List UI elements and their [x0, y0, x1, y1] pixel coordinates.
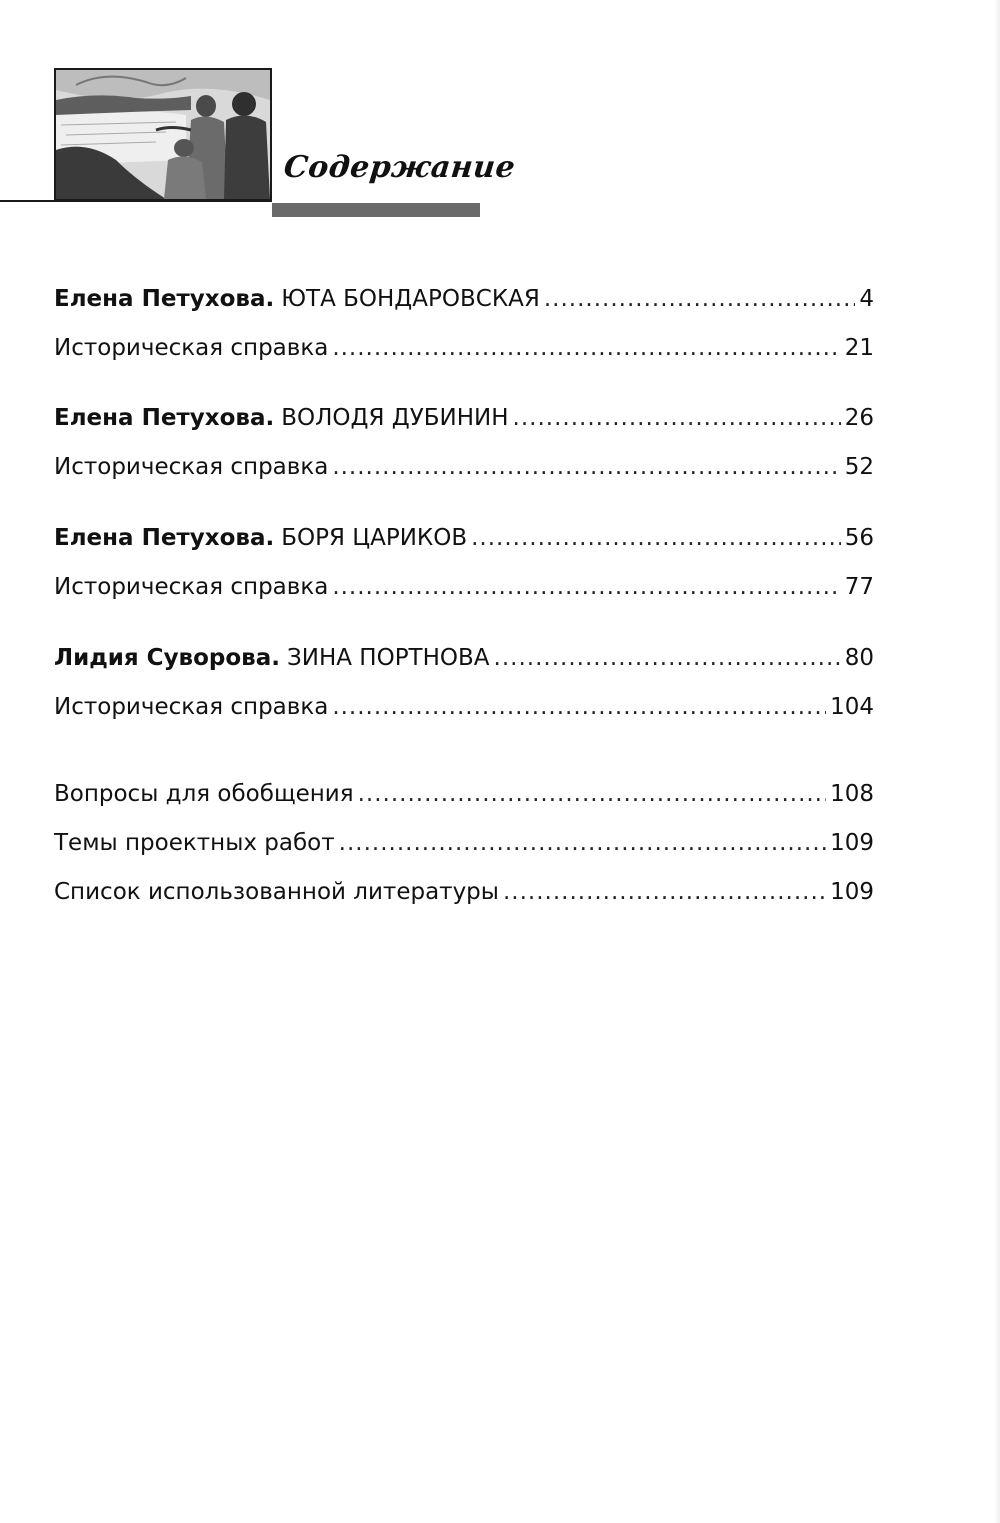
- toc-title: ЮТА БОНДАРОВСКАЯ: [281, 286, 540, 312]
- toc-page-number: 21: [844, 335, 874, 361]
- toc-title: Историческая справка: [54, 694, 329, 720]
- toc-page-number: 56: [844, 525, 874, 551]
- toc-title: ЗИНА ПОРТНОВА: [287, 645, 490, 671]
- title-underline-bar: [272, 203, 480, 217]
- toc-title: Историческая справка: [54, 454, 329, 480]
- toc-title: БОРЯ ЦАРИКОВ: [281, 525, 468, 551]
- toc-title: Вопросы для обобщения: [54, 781, 354, 807]
- toc-entry[interactable]: [54, 643, 874, 673]
- toc-leader-dots: [332, 333, 840, 363]
- toc-author: Елена Петухова.: [54, 525, 275, 551]
- toc-entry[interactable]: [54, 692, 874, 722]
- toc-page-number: 77: [844, 574, 874, 600]
- toc-page-number: 52: [844, 454, 874, 480]
- toc-author: Лидия Суворова.: [54, 645, 280, 671]
- toc-leader-dots: [503, 877, 826, 907]
- toc-title: Темы проектных работ: [54, 830, 335, 856]
- toc-leader-dots: [544, 284, 855, 314]
- toc-entry[interactable]: [54, 333, 874, 363]
- toc-author: Елена Петухова.: [54, 405, 275, 431]
- toc-title: Историческая справка: [54, 574, 329, 600]
- toc-entry[interactable]: [54, 284, 874, 314]
- toc-leader-dots: [332, 692, 826, 722]
- toc-leader-dots: [513, 403, 841, 433]
- toc-entry[interactable]: [54, 779, 874, 809]
- toc-page-number: 104: [830, 694, 874, 720]
- toc-page-number: 80: [844, 645, 874, 671]
- toc-entry[interactable]: [54, 572, 874, 602]
- toc-leader-dots: [358, 779, 827, 809]
- toc-title: Историческая справка: [54, 335, 329, 361]
- toc-author: Елена Петухова.: [54, 286, 275, 312]
- toc-page-number: 108: [830, 781, 874, 807]
- toc-page-number: 26: [844, 405, 874, 431]
- toc-page-number: 4: [859, 286, 874, 312]
- toc-leader-dots: [494, 643, 841, 673]
- toc-entry[interactable]: [54, 403, 874, 433]
- toc-leader-dots: [332, 572, 840, 602]
- toc-leader-dots: [339, 828, 826, 858]
- toc-leader-dots: [471, 523, 841, 553]
- page-title: Содержание: [282, 150, 518, 185]
- header-illustration: [54, 68, 272, 201]
- toc-page-number: 109: [830, 830, 874, 856]
- toc-entry[interactable]: [54, 452, 874, 482]
- toc-leader-dots: [332, 452, 840, 482]
- toc-title: Список использованной литературы: [54, 879, 499, 905]
- toc-entry[interactable]: [54, 523, 874, 553]
- toc-page-number: 109: [830, 879, 874, 905]
- toc-entry[interactable]: [54, 877, 874, 907]
- toc-title: ВОЛОДЯ ДУБИНИН: [281, 405, 509, 431]
- toc-entry[interactable]: [54, 828, 874, 858]
- page-edge: [994, 0, 1000, 1523]
